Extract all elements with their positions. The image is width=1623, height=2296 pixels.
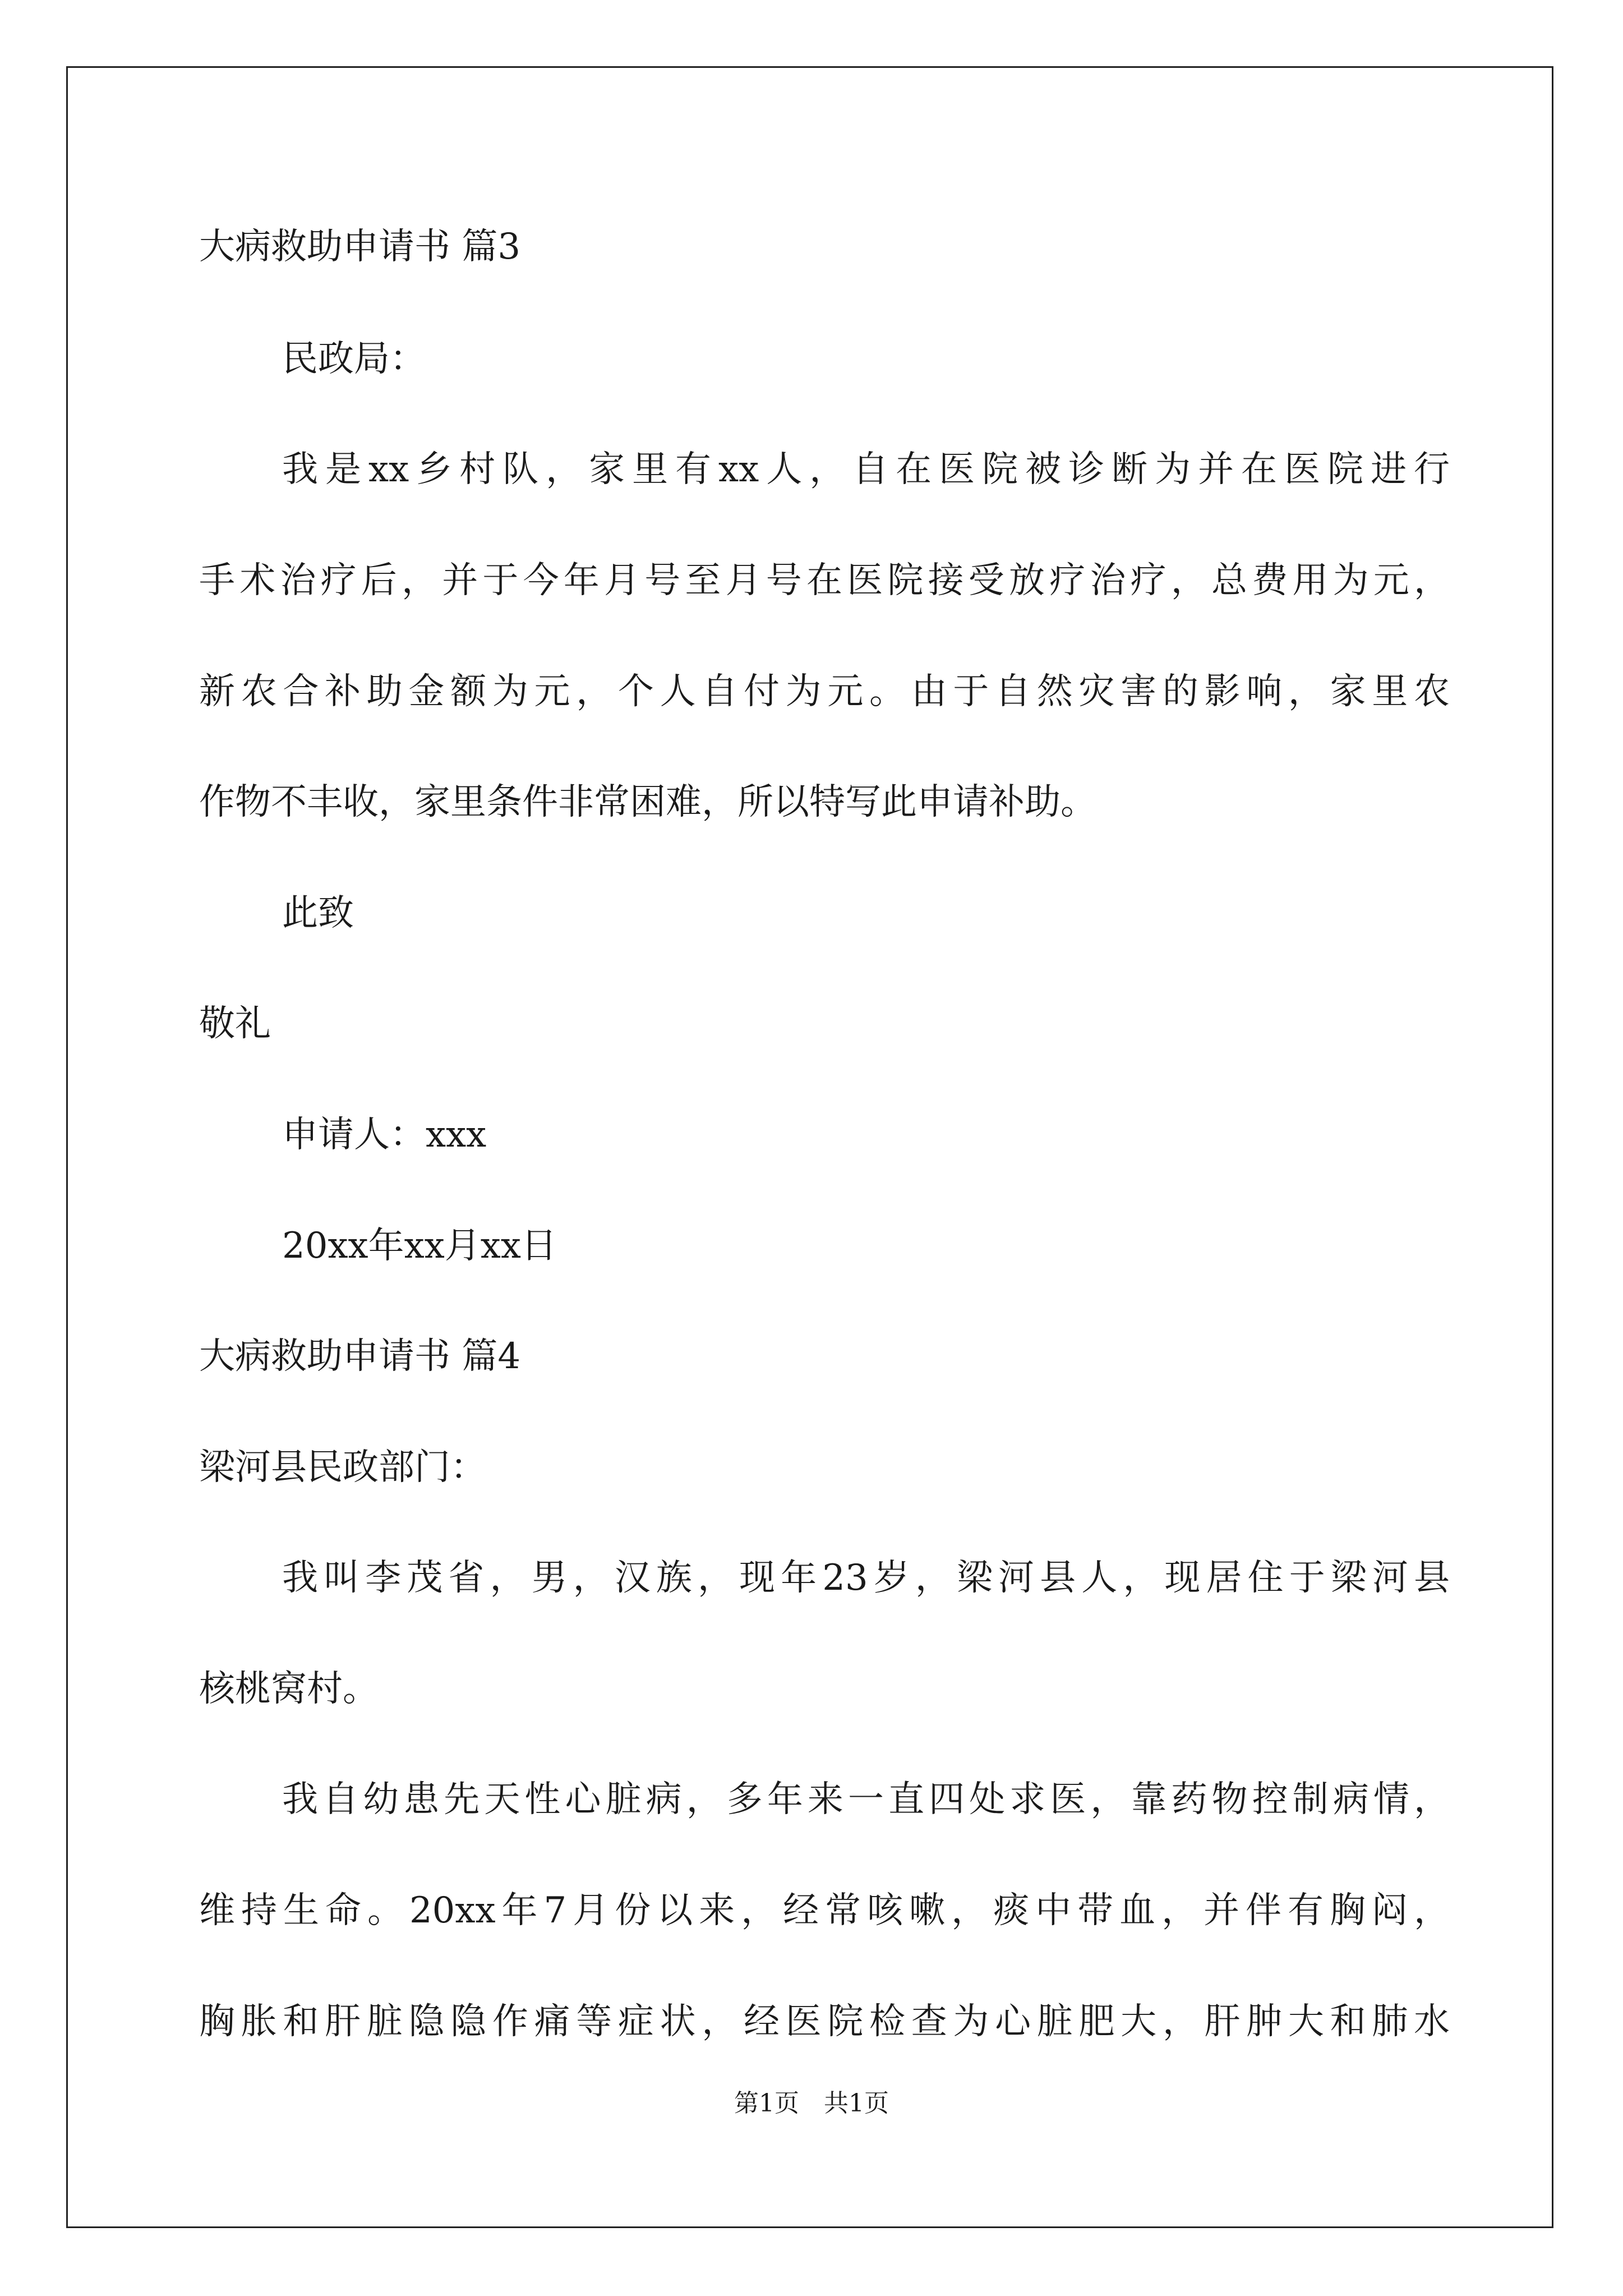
paragraph-line: 新农合补助金额为元，个人自付为元。由于自然灾害的影响，家里农: [199, 671, 1450, 712]
salutation: 民政局：: [282, 338, 426, 380]
paragraph-line: 我叫李茂省，男，汉族，现年23岁，梁河县人，现居住于梁河县: [282, 1557, 1450, 1599]
paragraph-line: 作物不丰收，家里条件非常困难，所以特写此申请补助。: [199, 781, 1096, 823]
page-number-footer: 第1页 共1页: [734, 2089, 889, 2118]
date-line: 20xx年xx月xx日: [282, 1225, 557, 1267]
closing-regards: 敬礼: [199, 1003, 271, 1045]
salutation: 梁河县民政部门：: [199, 1447, 486, 1488]
paragraph-line: 核桃窝村。: [199, 1668, 379, 1710]
paragraph-line: 维持生命。20xx年7月份以来，经常咳嗽，痰中带血，并伴有胸闷，: [199, 1890, 1450, 1931]
closing-phrase: 此致: [282, 892, 354, 934]
paragraph-line: 我是xx乡村队，家里有xx人，自在医院被诊断为并在医院进行: [282, 449, 1450, 490]
paragraph-line: 手术治疗后，并于今年月号至月号在医院接受放疗治疗，总费用为元，: [199, 560, 1450, 601]
paragraph-line: 胸胀和肝脏隐隐作痛等症状，经医院检查为心脏肥大，肝肿大和肺水: [199, 2001, 1450, 2042]
paragraph-line: 我自幼患先天性心脏病，多年来一直四处求医，靠药物控制病情，: [282, 1779, 1450, 1820]
section-heading-3: 大病救助申请书 篇3: [199, 226, 521, 268]
section-heading-4: 大病救助申请书 篇4: [199, 1336, 521, 1377]
applicant-signature: 申请人：xxx: [282, 1114, 487, 1156]
